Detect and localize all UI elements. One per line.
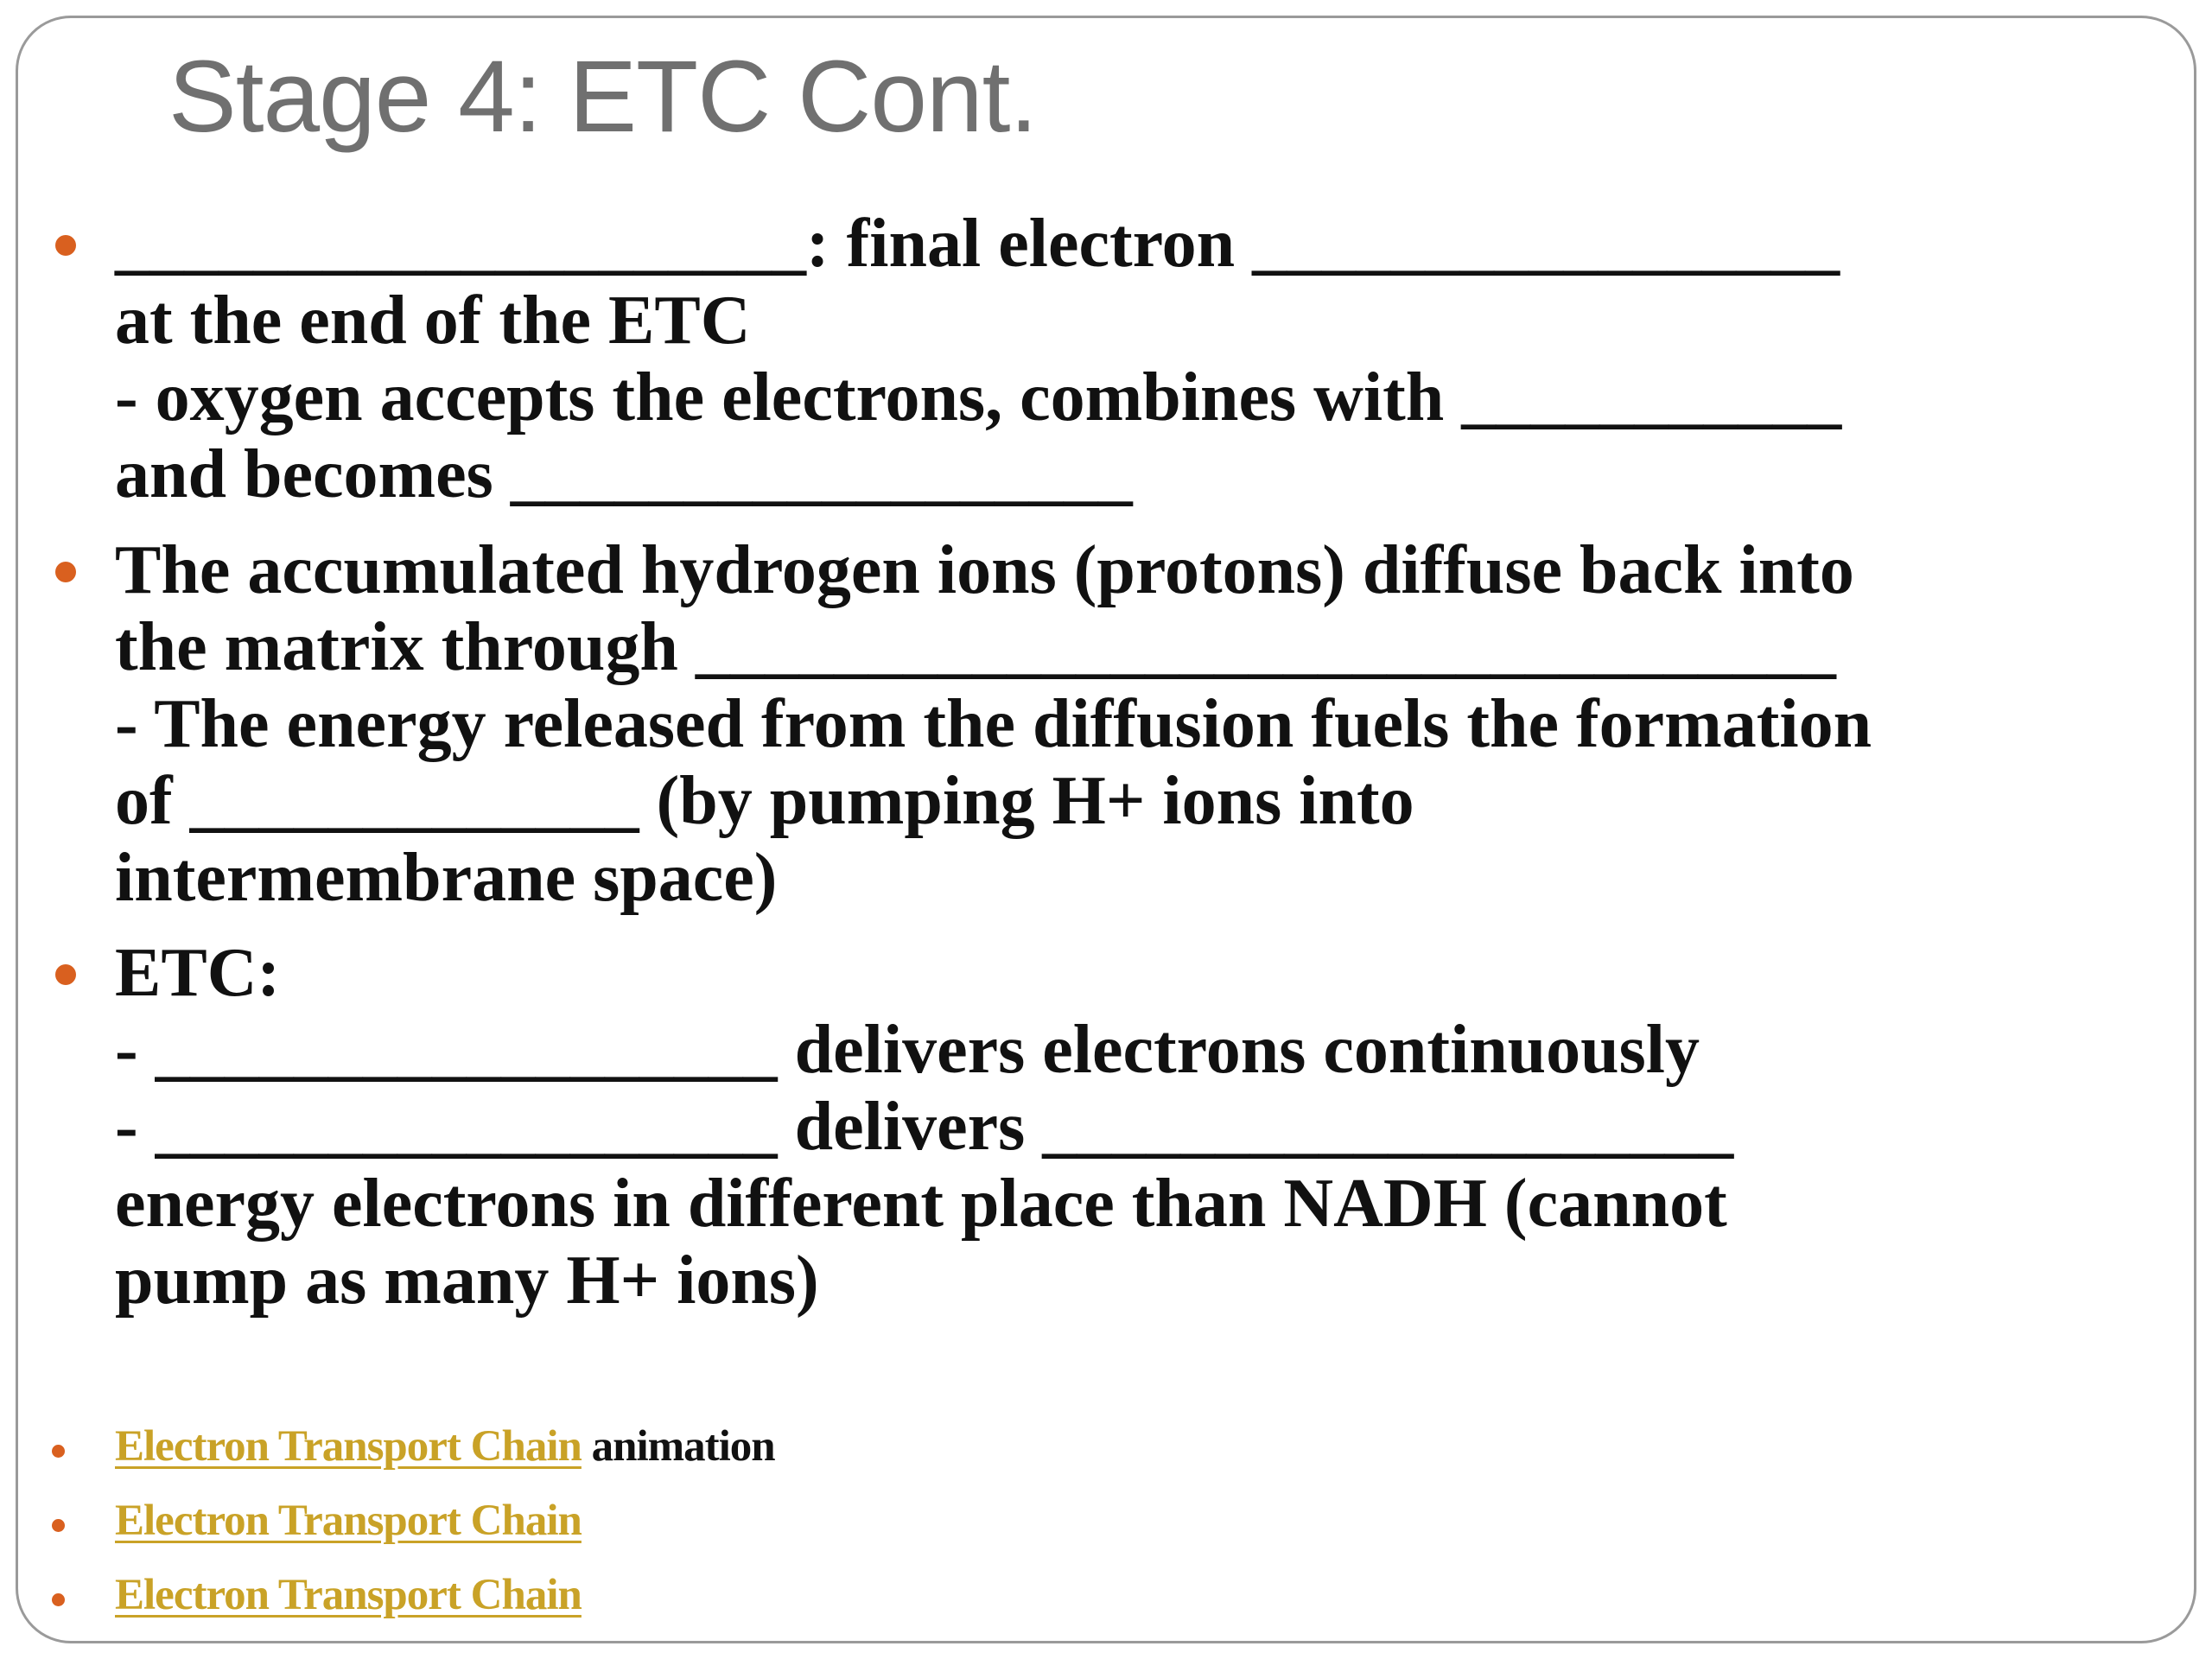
etc-link-3[interactable]: Electron Transport Chain — [115, 1571, 582, 1619]
bullet-line: - oxygen accepts the electrons, combines with ___________ — [115, 359, 1842, 435]
bullet-line: energy electrons in different place than NADH (cannot — [115, 1166, 1727, 1242]
bullet-line: ____________________: final electron _________________ — [115, 206, 1840, 282]
bullet-line: of _____________ (by pumping H+ ions into — [115, 763, 1414, 839]
link-item-1 — [115, 1421, 775, 1471]
bullet-line: intermembrane space) — [115, 840, 778, 916]
bullet-item-1 — [115, 206, 1841, 513]
bullet-line: and becomes __________________ — [115, 436, 1133, 512]
bullet-marker — [52, 1593, 65, 1606]
slide-title: Stage 4: ETC Cont. — [168, 40, 1038, 154]
bullet-line: pump as many H+ ions) — [115, 1243, 819, 1319]
bullet-line: the matrix through _________________________________ — [115, 609, 1836, 685]
bullet-marker — [55, 562, 76, 582]
bullet-marker — [52, 1519, 65, 1532]
bullet-line: - The energy released from the diffusion fuels the formation — [115, 686, 1872, 762]
bullet-marker — [55, 235, 76, 256]
link-item-2 — [115, 1496, 582, 1546]
bullet-item-3 — [115, 935, 1733, 1319]
bullet-line: - __________________ delivers electrons continuously — [115, 1012, 1700, 1088]
bullet-item-2 — [115, 532, 1872, 917]
bullet-line: - __________________ delivers ____________________ — [115, 1089, 1734, 1165]
link-item-3 — [115, 1570, 582, 1620]
etc-link-2[interactable]: Electron Transport Chain — [115, 1497, 582, 1545]
etc-link-1[interactable]: Electron Transport Chain — [115, 1422, 582, 1471]
bullet-line: ETC: — [115, 935, 281, 1011]
link-suffix: animation — [581, 1422, 775, 1471]
bullet-line: The accumulated hydrogen ions (protons) diffuse back into — [115, 532, 1854, 608]
bullet-marker — [52, 1445, 65, 1458]
bullet-marker — [55, 964, 76, 985]
bullet-line: at the end of the ETC — [115, 283, 751, 359]
